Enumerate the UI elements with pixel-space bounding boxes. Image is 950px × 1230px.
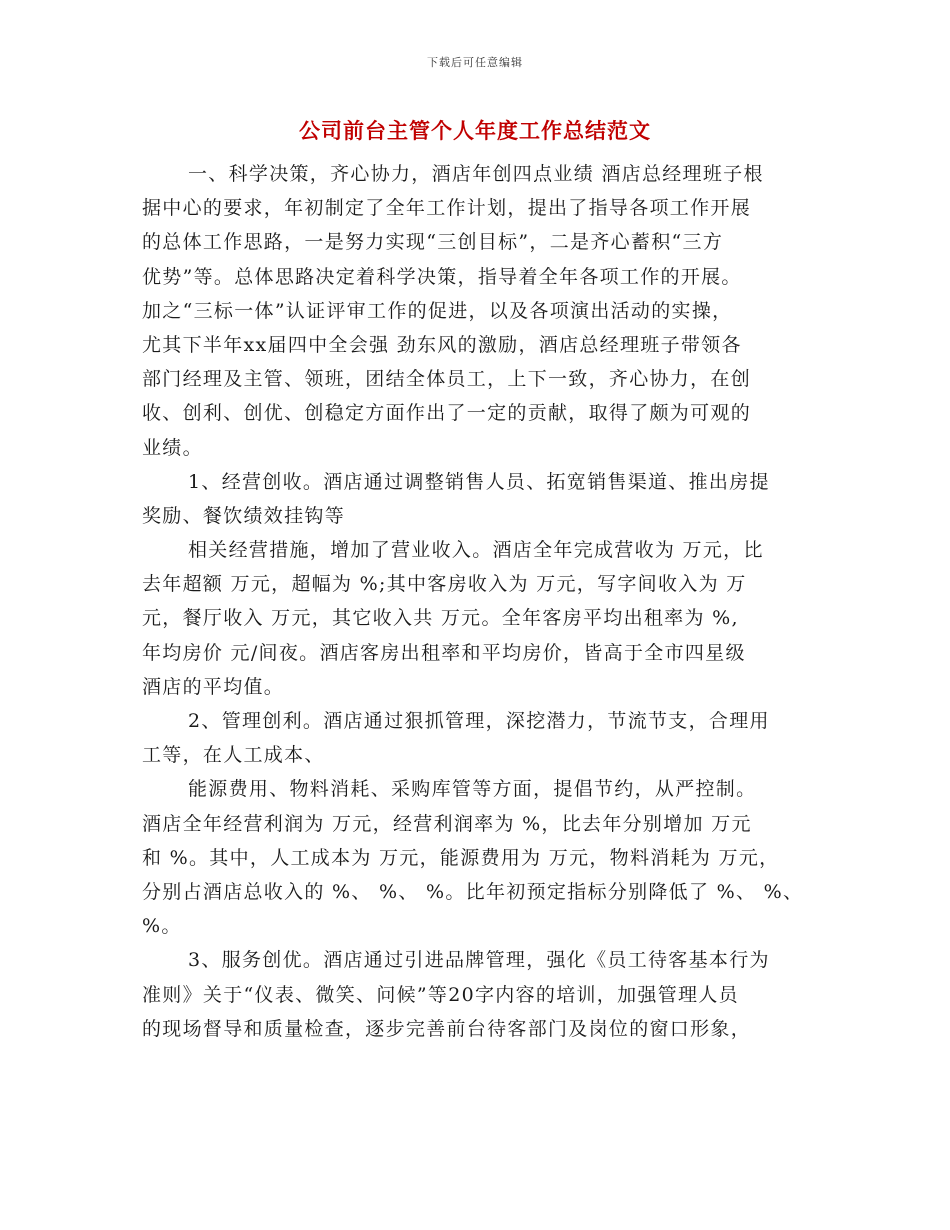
text-line: 部门经理及主管、领班，团结全体员工，上下一致，齐心协力，在创 [142,368,752,391]
text-line: 收、创利、创优、创稳定方面作出了一定的贡献，取得了颇为可观的 [142,402,752,425]
text-line: 去年超额 万元，超幅为 %;其中客房收入为 万元，写字间收入为 万 [142,573,747,596]
text-line: 优势”等。总体思路决定着科学决策，指导着全年各项工作的开展。 [142,265,742,288]
text-line: 酒店全年经营利润为 万元，经营利润率为 %，比去年分别增加 万元 [142,812,752,835]
text-line: 的现场督导和质量检查，逐步完善前台待客部门及岗位的窗口形象， [142,1017,752,1040]
text-line: 的总体工作思路，一是努力实现“三创目标”，二是齐心蓄积“三方 [142,231,724,254]
text-line: 相关经营措施，增加了营业收入。酒店全年完成营收为 万元，比 [188,539,764,562]
text-line: 工等，在人工成本、 [142,744,325,767]
text-line: 和 %。其中，人工成本为 万元，能源费用为 万元，物料消耗为 万元， [142,846,780,869]
text-line: 加之“三标一体”认证评审工作的促进，以及各项演出活动的实操， [142,299,733,322]
text-line: 3、服务创优。酒店通过引进品牌管理，强化《员工待客基本行为 [188,949,770,972]
text-line: 业绩。 [142,436,203,459]
text-line: 酒店的平均值。 [142,675,285,698]
text-line: %。 [142,915,182,938]
text-line: 据中心的要求，年初制定了全年工作计划，提出了指导各项工作开展 [142,197,752,220]
text-line: 准则》关于“仪表、微笑、问候”等20字内容的培训，加强管理人员 [142,983,739,1006]
text-line: 年均房价 元/间夜。酒店客房出租率和平均房价，皆高于全市四星级 [142,641,746,664]
page-header: 下载后可任意编辑 [427,56,523,69]
text-line: 能源费用、物料消耗、采购库管等方面，提倡节约，从严控制。 [188,778,757,801]
text-line: 尤其下半年xx届四中全会强 劲东风的激励，酒店总经理班子带领各 [142,333,742,356]
document-title: 公司前台主管个人年度工作总结范文 [299,118,651,143]
text-line: 元，餐厅收入 万元，其它收入共 万元。全年客房平均出租率为 %, [142,607,739,630]
text-line: 1、经营创收。酒店通过调整销售人员、拓宽销售渠道、推出房提 [188,470,770,493]
text-line: 2、管理创利。酒店通过狠抓管理，深挖潜力，节流节支，合理用 [188,710,770,732]
text-line: 一、科学决策，齐心协力，酒店年创四点业绩 酒店总经理班子根 [188,163,764,185]
text-line: 分别占酒店总收入的 %、 %、 %。比年初预定指标分别降低了 %、 %、 [142,880,804,903]
text-line: 奖励、餐饮绩效挂钩等 [142,504,346,527]
document-body [142,157,812,1046]
